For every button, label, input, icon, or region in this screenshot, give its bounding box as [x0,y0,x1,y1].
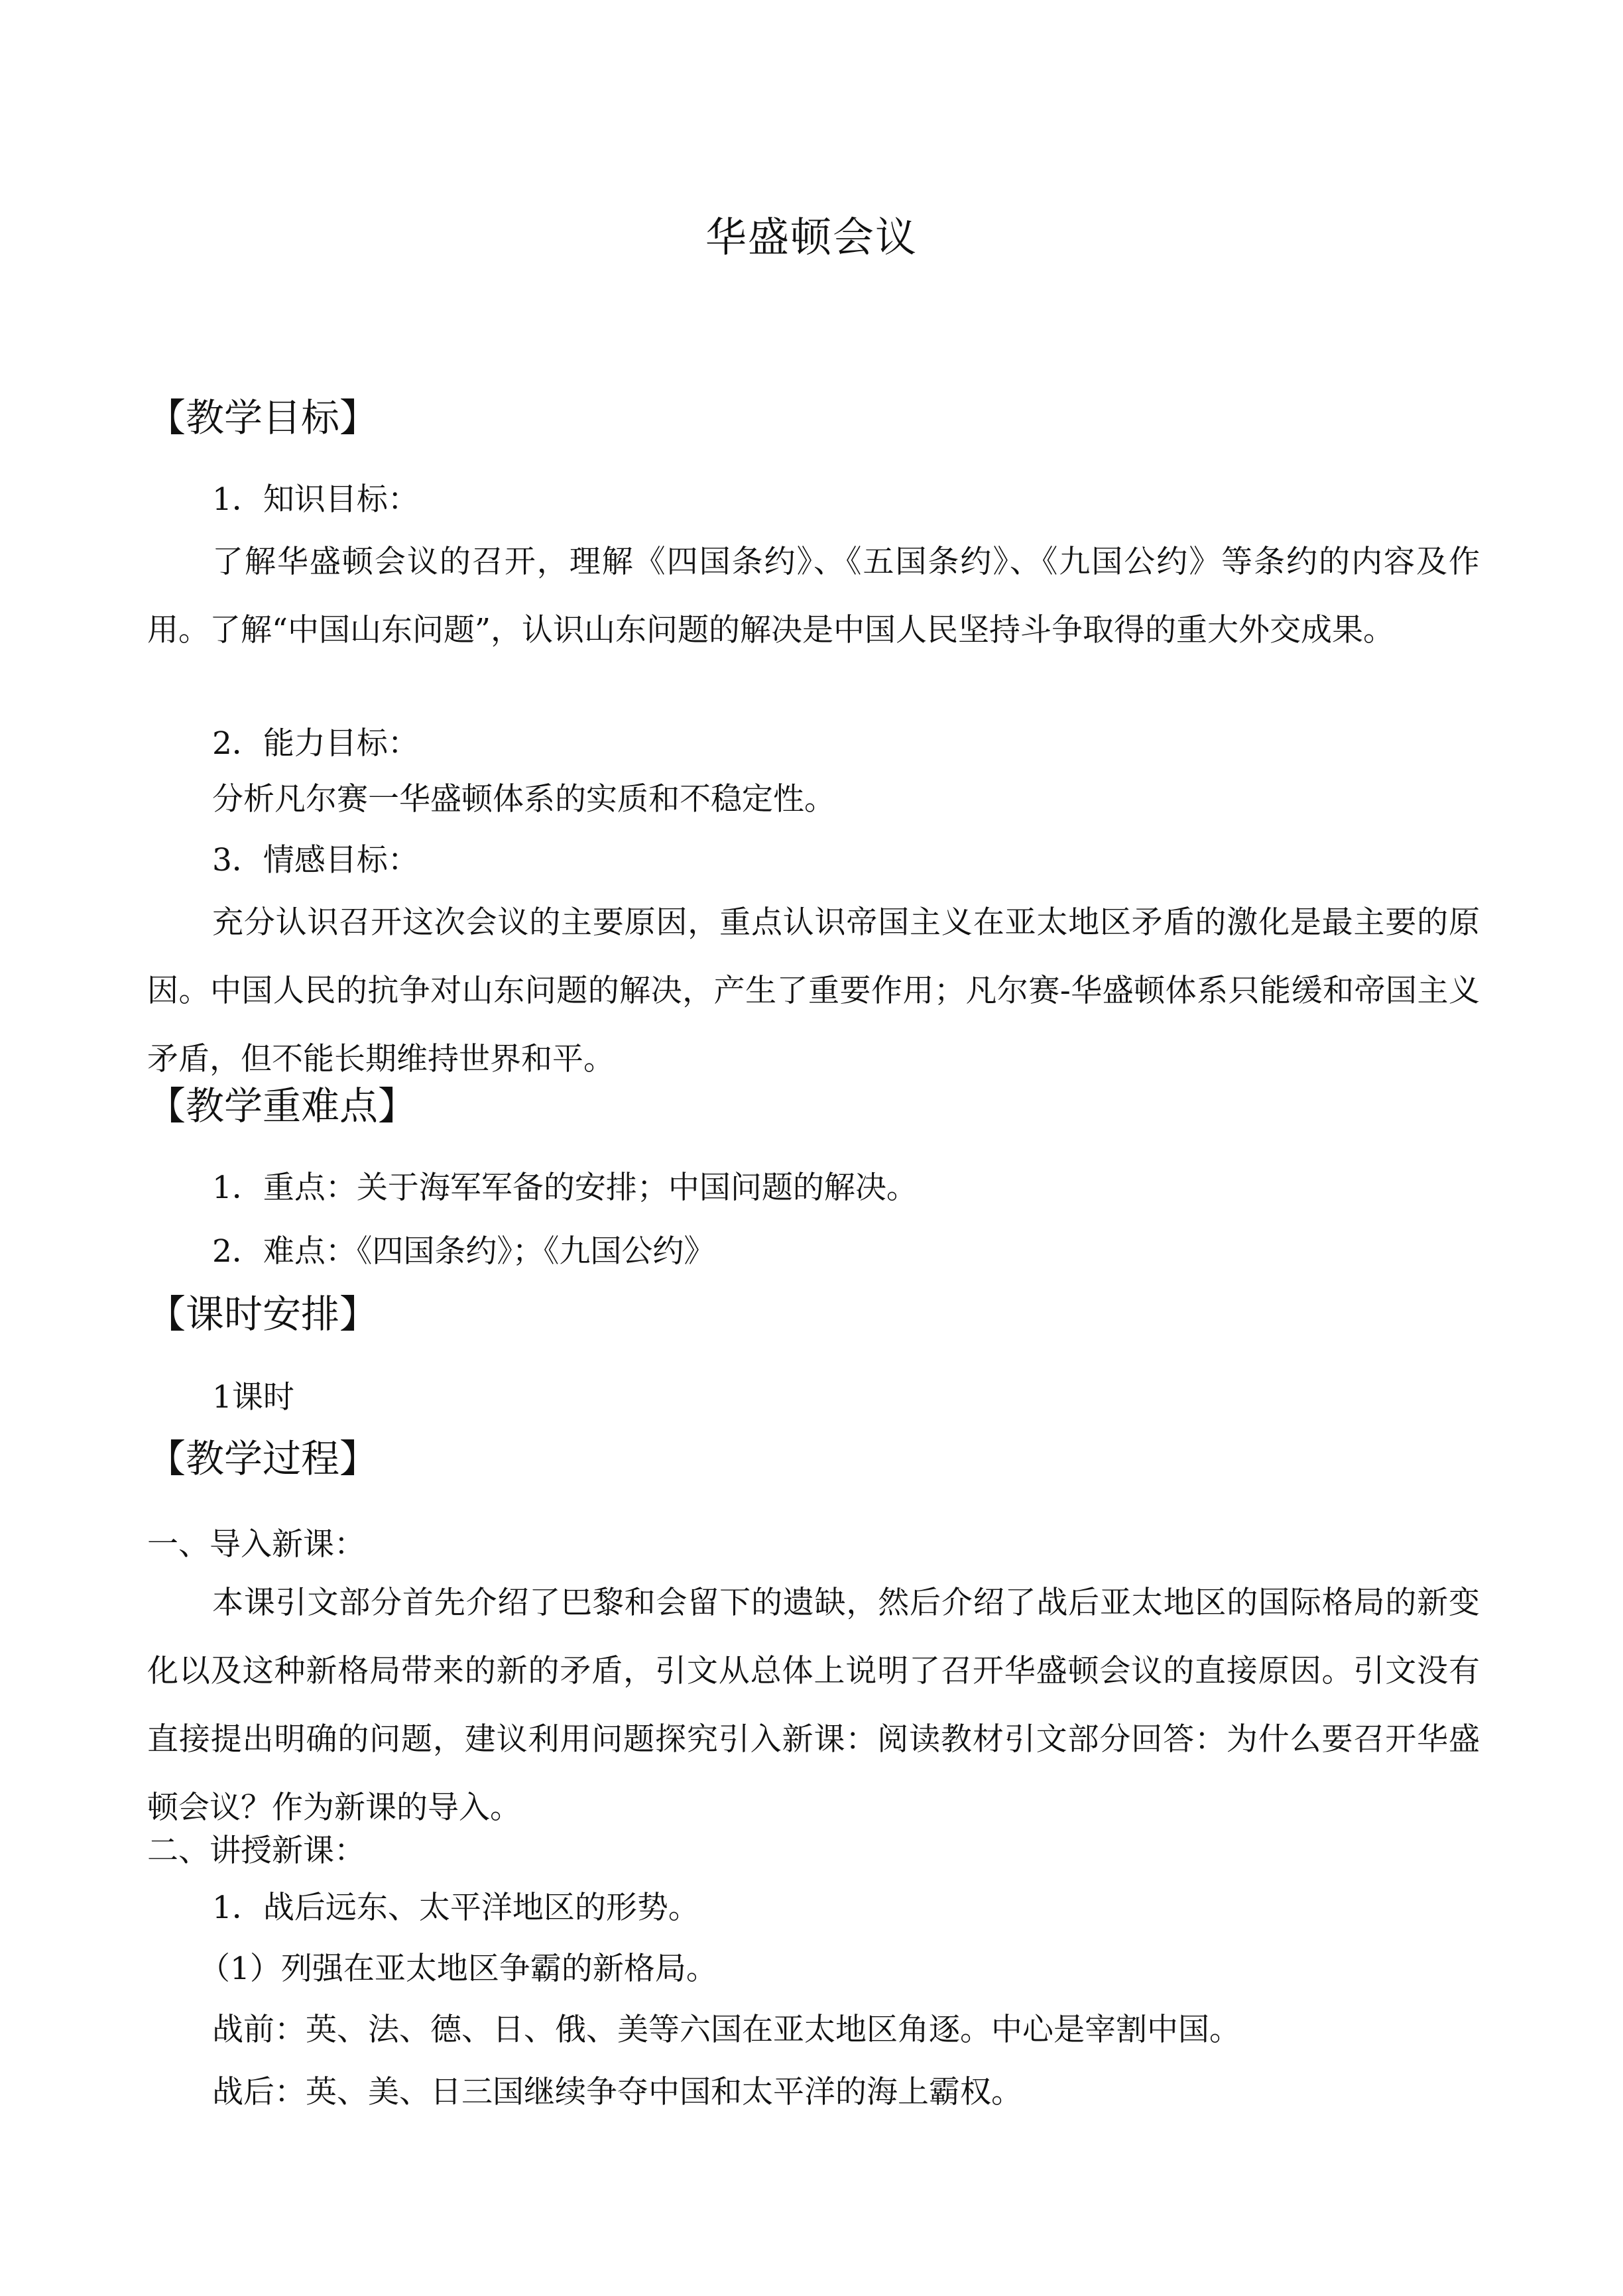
prewar-text: 战前：英、法、德、日、俄、美等六国在亚太地区角逐。中心是宰割中国。 [212,2012,1240,2048]
key-point-2: 2．难点：《四国条约》；《九国公约》 [212,1233,715,1270]
process-item-1-sub: （1）列强在亚太地区争霸的新格局。 [199,1951,717,1987]
process-part1-label: 一、导入新课： [147,1526,365,1563]
knowledge-goal-label: 1．知识目标： [212,481,419,518]
section-heading-schedule: 【课时安排】 [147,1292,379,1337]
knowledge-goal-text: 了解华盛顿会议的召开，理解《四国条约》、《五国条约》、《九国公约》等条约的内容及作用。了解“中国山东问题”，认识山东问题的解决是中国人民坚持斗争取得的重大外交成果。 [147,544,1480,648]
section-heading-goals: 【教学目标】 [147,395,379,440]
emotion-goal-text: 充分认识召开这次会议的主要原因，重点认识帝国主义在亚太地区矛盾的激化是最主要的原因。中国人民的抗争对山东问题的解决，产生了重要作用；凡尔赛-华盛顿体系只能缓和帝国主义矛盾，但不能长期维持世界和平。 [147,904,1480,1077]
postwar-text: 战后：英、美、日三国继续争夺中国和太平洋的海上霸权。 [212,2074,1022,2110]
ability-goal-label: 2．能力目标： [212,725,419,762]
document-title: 华盛顿会议 [705,213,918,261]
process-part2-label: 二、讲授新课： [147,1833,365,1869]
section-heading-key-points: 【教学重难点】 [147,1083,417,1128]
key-point-1: 1．重点：关于海军军备的安排；中国问题的解决。 [212,1170,918,1206]
process-item-1: 1．战后远东、太平洋地区的形势。 [212,1890,699,1926]
emotion-goal-label: 3．情感目标： [212,842,419,878]
schedule-text: 1课时 [212,1379,294,1416]
section-heading-process: 【教学过程】 [147,1436,379,1481]
process-part1-text: 本课引文部分首先介绍了巴黎和会留下的遗缺，然后介绍了战后亚太地区的国际格局的新变化以及这种新格局带来的新的矛盾，引文从总体上说明了召开华盛顿会议的直接原因。引文没有直接提出明确的问题，建议利用问题探究引入新课：阅读教材引文部分回答：为什么要召开华盛顿会议？作为新课的导入。 [147,1585,1480,1826]
ability-goal-text: 分析凡尔赛一华盛顿体系的实质和不稳定性。 [212,781,835,817]
